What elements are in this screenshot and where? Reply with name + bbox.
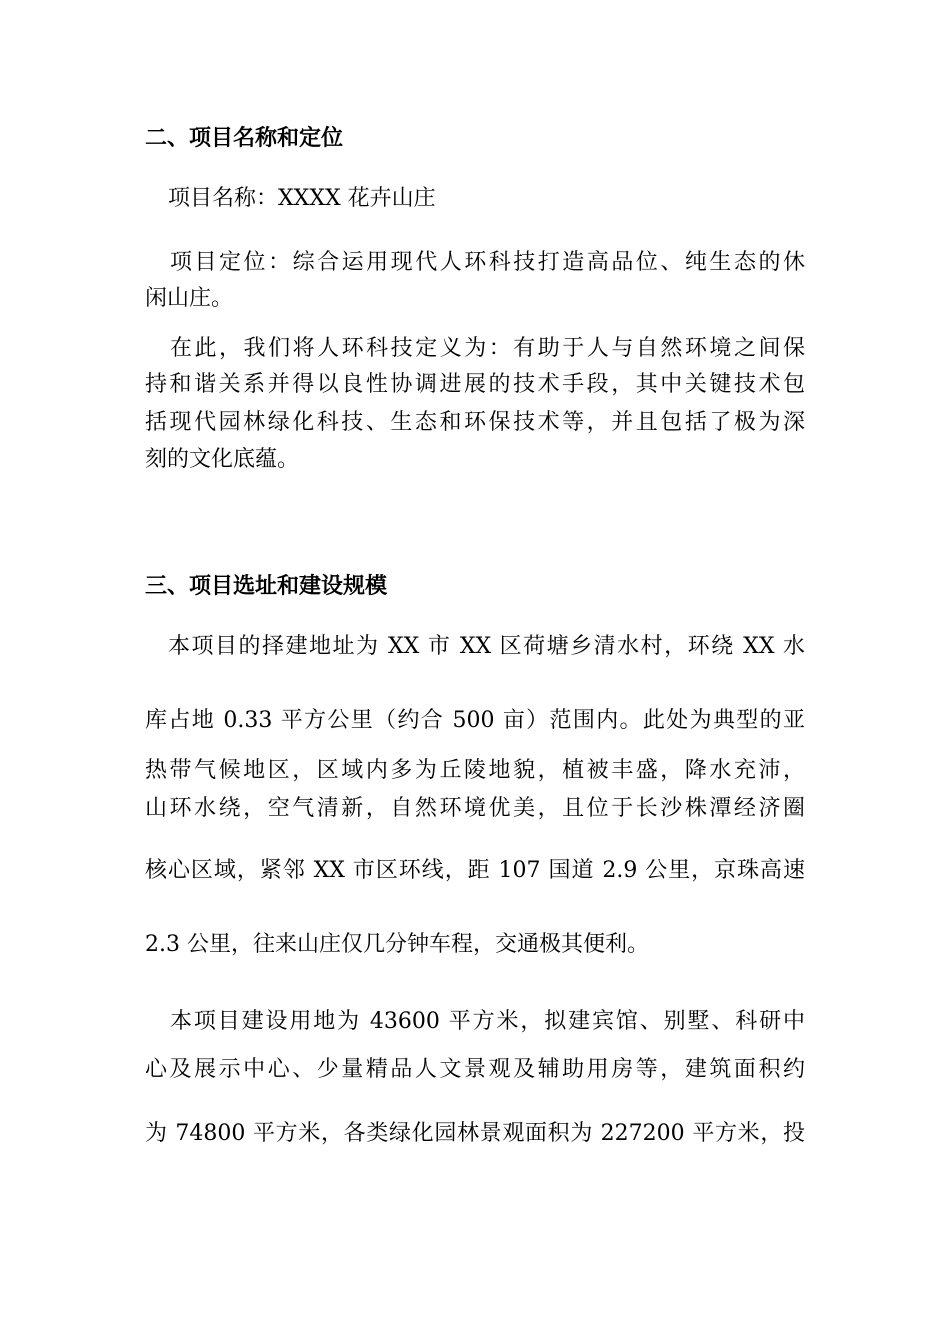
section-2-heading: 二、项目名称和定位 xyxy=(145,125,344,151)
project-position-line-2: 闲山庄。 xyxy=(145,286,234,311)
location-line-2: 库占地 0.33 平方公里（约合 500 亩）范围内。此处为典型的亚 xyxy=(145,708,805,733)
location-line-6: 2.3 公里，往来山庄仅几分钟车程，交通极其便利。 xyxy=(145,932,649,957)
definition-line-4: 刻的文化底蕴。 xyxy=(145,447,300,472)
location-line-3: 热带气候地区，区域内多为丘陵地貌，植被丰盛，降水充沛， xyxy=(145,758,805,783)
location-line-4: 山环水绕，空气清新，自然环境优美，且位于长沙株潭经济圈 xyxy=(145,796,805,821)
location-line-5: 核心区域，紧邻 XX 市区环线，距 107 国道 2.9 公里，京珠高速 xyxy=(145,858,805,883)
location-line-1: 本项目的择建地址为 XX 市 XX 区荷塘乡清水村，环绕 XX 水 xyxy=(168,634,805,659)
section-3-heading: 三、项目选址和建设规模 xyxy=(145,573,388,599)
definition-line-3: 括现代园林绿化科技、生态和环保技术等，并且包括了极为深 xyxy=(145,410,805,435)
scale-line-1: 本项目建设用地为 43600 平方米，拟建宾馆、别墅、科研中 xyxy=(170,1009,805,1034)
definition-line-1: 在此，我们将人环科技定义为：有助于人与自然环境之间保 xyxy=(170,336,805,361)
definition-line-2: 持和谐关系并得以良性协调进展的技术手段，其中关键技术包 xyxy=(145,372,805,397)
scale-line-2: 心及展示中心、少量精品人文景观及辅助用房等，建筑面积约 xyxy=(145,1057,805,1082)
scale-line-3: 为 74800 平方米，各类绿化园林景观面积为 227200 平方米，投 xyxy=(145,1121,805,1146)
project-position-line-1: 项目定位：综合运用现代人环科技打造高品位、纯生态的休 xyxy=(170,250,805,275)
project-name-line: 项目名称：XXXX 花卉山庄 xyxy=(168,186,436,211)
